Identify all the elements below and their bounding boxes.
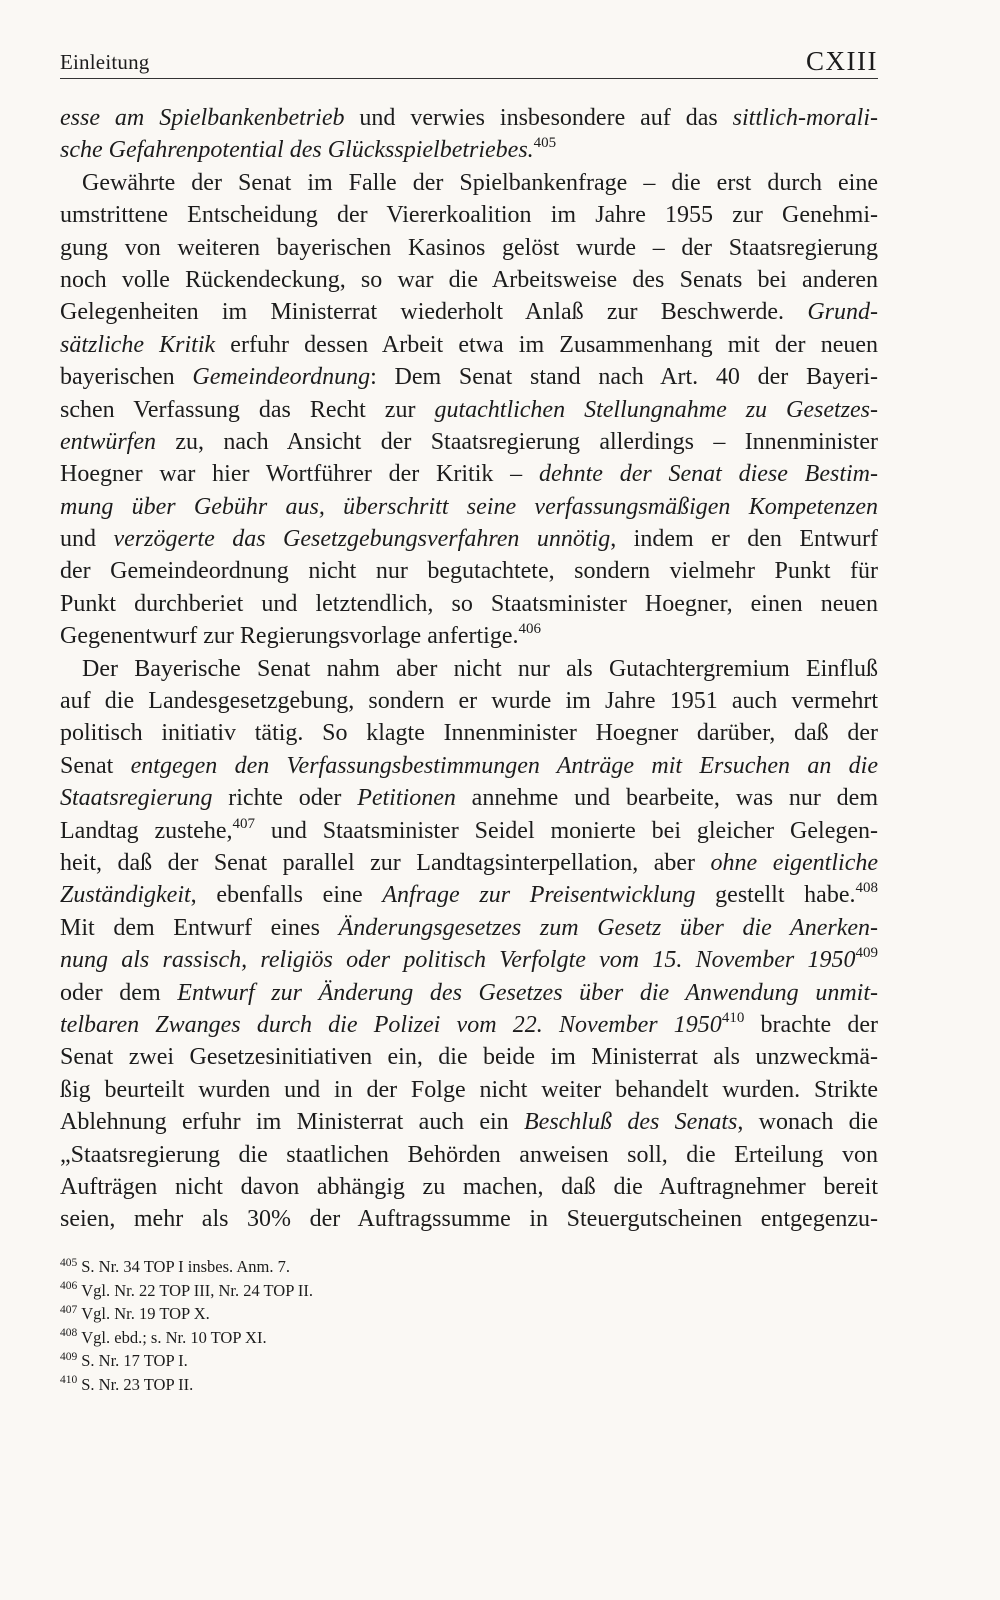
text-line (60, 232, 878, 264)
footnote-text: S. Nr. 34 TOP I insbes. Anm. 7. (81, 1257, 290, 1276)
text-segment: heit, daß der Senat parallel zur Landtagsinterpellation, aber (60, 849, 711, 876)
text-segment: Gelegenheiten im Ministerrat wiederholt Anlaß zur Beschwerde. (60, 299, 808, 326)
footnote (60, 1326, 878, 1350)
text-segment: Landtag zustehe, (60, 817, 233, 844)
footnote-ref: 406 (518, 621, 541, 638)
text-line (60, 1041, 878, 1073)
text-line (60, 1074, 878, 1106)
text-line (60, 102, 878, 134)
text-line (60, 653, 878, 685)
footnote-number: 410 (60, 1374, 78, 1386)
text-segment: oder dem (60, 979, 178, 1006)
footnote-text: S. Nr. 17 TOP I. (81, 1351, 188, 1370)
text-line (60, 167, 878, 199)
text-segment: noch volle Rückendeckung, so war die Arbeitsweise des Senats bei anderen (60, 266, 878, 293)
emphasis-text: Grund- (807, 299, 878, 326)
text-line (60, 1106, 878, 1138)
emphasis-text: Beschluß des Senats (524, 1109, 738, 1136)
text-line (60, 815, 878, 847)
emphasis-text: telbaren Zwanges durch die Polizei vom 22. November 1950 (60, 1011, 722, 1038)
text-segment: umstrittene Entscheidung der Viererkoalition im Jahre 1955 zur Genehmi- (60, 202, 878, 229)
footnote (60, 1279, 878, 1303)
footnote-text: Vgl. Nr. 19 TOP X. (81, 1304, 210, 1323)
text-segment: erfuhr dessen Arbeit etwa im Zusammenhang mit der neuen (215, 331, 878, 358)
footnote (60, 1255, 878, 1279)
text-segment: gestellt habe. (695, 882, 856, 909)
footnote-ref: 407 (232, 815, 255, 832)
footnote (60, 1373, 878, 1397)
page-number: CXIII (806, 46, 878, 76)
footnote-text: S. Nr. 23 TOP II. (81, 1374, 194, 1394)
text-line (60, 588, 878, 620)
text-line (60, 134, 878, 166)
emphasis-text: ohne eigentliche (710, 849, 878, 876)
text-line (60, 685, 878, 717)
emphasis-text: Staatsregierung (60, 785, 213, 812)
page-header (60, 38, 878, 79)
text-line (60, 296, 878, 328)
emphasis-text: verzögerte das Gesetzgebungsverfahren unnötig (113, 526, 611, 553)
text-line (60, 555, 878, 587)
text-line (60, 329, 878, 361)
emphasis-text: esse am Spielbankenbetrieb (60, 105, 345, 131)
text-segment: , ebenfalls eine (190, 882, 383, 909)
text-line (60, 847, 878, 879)
text-segment: bayerischen (60, 364, 193, 391)
emphasis-text: entwürfen (60, 428, 156, 455)
text-segment: auf die Landesgesetzgebung, sondern er wurde im Jahre 1951 auch vermehrt (60, 688, 878, 715)
emphasis-text: sche Gefahrenpotential des Glücksspielbetriebes. (60, 137, 534, 164)
text-line (60, 1009, 878, 1041)
text-segment: , indem er den Entwurf (610, 526, 878, 553)
footnote-text: Vgl. ebd.; s. Nr. 10 TOP XI. (81, 1327, 267, 1347)
text-segment: seien, mehr als 30% der Auftragssumme in Steuergutscheinen entgegenzu- (60, 1206, 878, 1233)
text-segment: , wonach die (737, 1109, 878, 1136)
text-segment: Gegenentwurf zur Regierungsvorlage anfertige. (60, 623, 519, 650)
text-line (60, 1171, 878, 1203)
text-line (60, 782, 878, 814)
text-segment: Senat zwei Gesetzesinitiativen ein, die beide im Ministerrat als unzweckmä- (60, 1044, 878, 1071)
text-segment: und (60, 526, 114, 553)
text-segment: politisch initiativ tätig. So klagte Innenminister Hoegner darüber, daß der (60, 720, 878, 747)
text-segment: richte oder (212, 785, 358, 812)
footnote-ref: 409 (855, 945, 878, 962)
text-line (60, 879, 878, 911)
text-segment: zu, nach Ansicht der Staatsregierung allerdings – Innenminister (156, 428, 878, 455)
emphasis-text: sätzliche Kritik (60, 331, 216, 358)
footnote-number: 407 (60, 1303, 78, 1316)
emphasis-text: gutachtlichen Stellungnahme zu Gesetzes- (434, 396, 879, 423)
text-segment: Aufträgen nicht davon abhängig zu machen, daß die Auftragnehmer bereit (60, 1173, 878, 1200)
text-line (60, 264, 878, 296)
text-line (60, 426, 878, 458)
text-segment: „Staatsregierung die staatlichen Behörden anweisen soll, die Erteilung von (60, 1141, 878, 1168)
text-segment: Punkt durchberiet und letztendlich, so Staatsminister Hoegner, einen neuen (60, 590, 878, 617)
footnote (60, 1349, 878, 1373)
text-segment: ßig beurteilt wurden und in der Folge nicht weiter behandelt wurden. Strikte (60, 1076, 878, 1103)
footnote-number: 405 (60, 1256, 78, 1269)
text-line (60, 717, 878, 749)
footnote-ref: 410 (721, 1009, 745, 1026)
text-line (60, 361, 878, 393)
emphasis-text: sittlich-morali- (732, 105, 878, 131)
text-segment: und Staatsminister Seidel monierte bei gleicher Gelegen- (254, 817, 878, 844)
footnote-ref: 405 (533, 135, 557, 152)
emphasis-text: nung als rassisch, religiös oder politisch Verfolgte vom 15. November 1950 (60, 947, 856, 974)
emphasis-text: mung über Gebühr aus, überschritt seine verfassungsmäßigen Kompetenzen (60, 493, 878, 520)
text-line (60, 523, 878, 555)
text-segment: Der Bayerische Senat nahm aber nicht nur als Gutachtergremium Einfluß (82, 655, 878, 682)
body-text (60, 102, 878, 1236)
emphasis-text: entgegen den Verfassungsbestimmungen Anträge mit Ersuchen an die (130, 752, 878, 779)
emphasis-text: Entwurf zur Änderung des Gesetzes über die Anwendung unmit- (177, 979, 878, 1006)
text-line (60, 944, 878, 976)
text-segment: brachte der (744, 1011, 878, 1038)
text-line (60, 458, 878, 490)
text-line (60, 199, 878, 231)
emphasis-text: Gemeindeordnung (192, 364, 371, 391)
text-segment: Gewährte der Senat im Falle der Spielbankenfrage – die erst durch eine (82, 169, 878, 196)
footnote-ref: 408 (855, 880, 878, 897)
text-line (60, 1203, 878, 1235)
footnote-number: 409 (60, 1350, 78, 1363)
emphasis-text: Zuständigkeit (60, 882, 191, 909)
text-segment: : Dem Senat stand nach Art. 40 der Bayeri- (370, 364, 878, 391)
text-line (60, 977, 878, 1009)
text-line (60, 750, 878, 782)
text-segment: gung von weiteren bayerischen Kasinos gelöst wurde – der Staatsregierung (60, 234, 878, 261)
text-segment: Senat (60, 752, 131, 779)
text-segment: annehme und bearbeite, was nur dem (455, 785, 879, 812)
footnote-number: 406 (60, 1280, 78, 1292)
text-line (60, 1139, 878, 1171)
footnotes (60, 1255, 878, 1396)
running-head: Einleitung (60, 50, 150, 74)
emphasis-text: dehnte der Senat diese Bestim- (538, 461, 878, 488)
text-segment: Hoegner war hier Wortführer der Kritik – (60, 461, 539, 488)
text-segment: Mit dem Entwurf eines (60, 914, 339, 941)
emphasis-text: Änderungsgesetzes zum Gesetz über die Anerken- (338, 914, 879, 941)
text-segment: der Gemeindeordnung nicht nur begutachtete, sondern vielmehr Punkt für (60, 558, 878, 585)
text-line (60, 620, 878, 652)
emphasis-text: Anfrage zur Preisentwicklung (382, 882, 696, 909)
text-line (60, 491, 878, 523)
footnote-number: 408 (60, 1327, 78, 1339)
footnote (60, 1302, 878, 1326)
text-segment: schen Verfassung das Recht zur (60, 396, 435, 423)
text-segment: und verwies insbesondere auf das (344, 105, 733, 131)
footnote-text: Vgl. Nr. 22 TOP III, Nr. 24 TOP II. (81, 1280, 314, 1300)
emphasis-text: Petitionen (357, 785, 456, 812)
text-line (60, 912, 878, 944)
text-line (60, 394, 878, 426)
text-segment: Ablehnung erfuhr im Ministerrat auch ein (60, 1109, 524, 1136)
